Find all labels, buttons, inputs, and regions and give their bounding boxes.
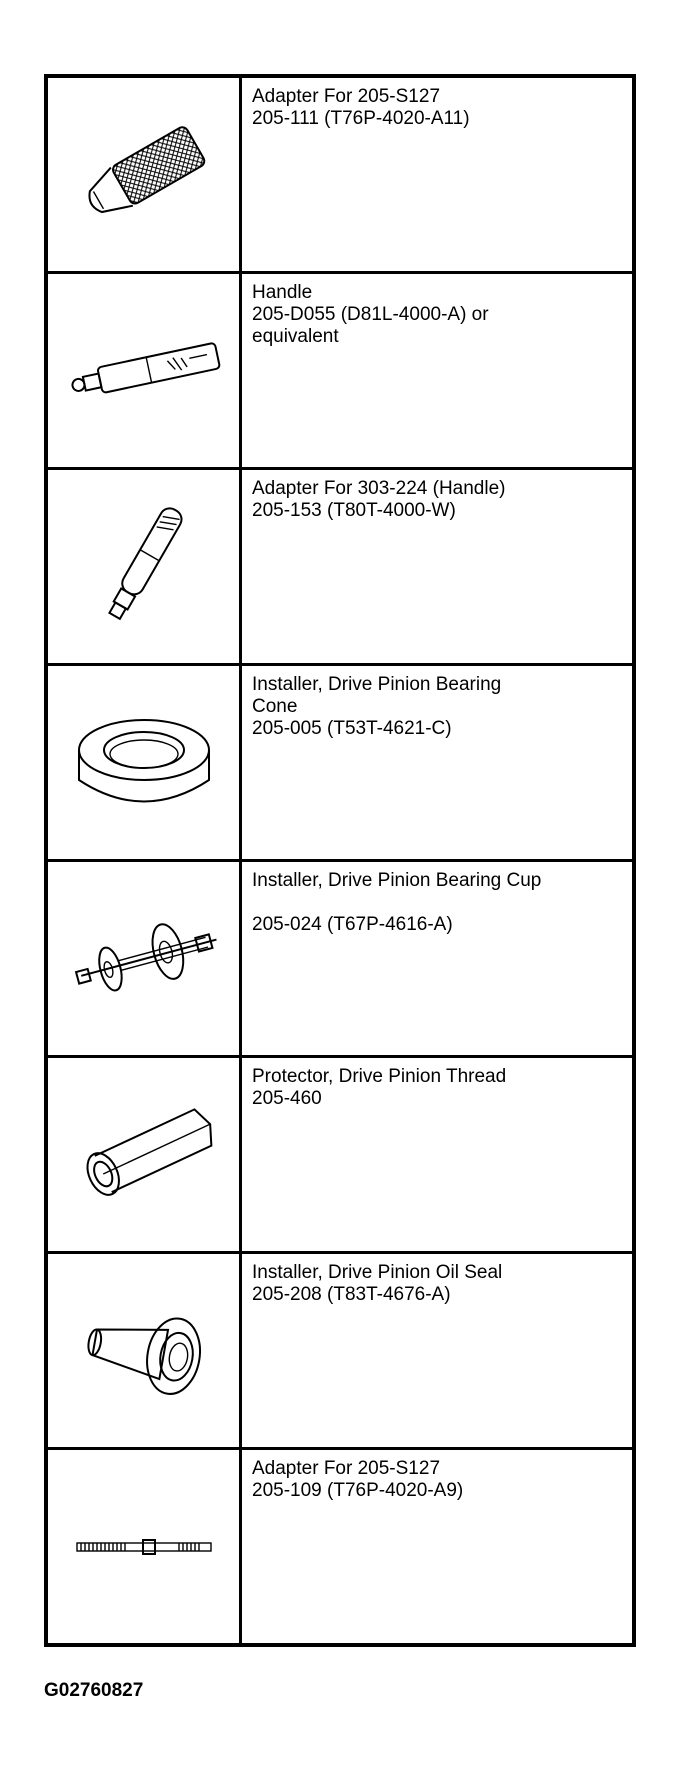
bearing-cone-installer-icon — [59, 688, 229, 838]
tool-row — [48, 666, 632, 862]
image-cell — [48, 470, 242, 663]
tool-line: 205-109 (T76P-4020-A9) — [252, 1480, 464, 1501]
tool-line: 205-111 (T76P-4020-A11) — [252, 108, 470, 129]
tool-line: 205-153 (T80T-4000-W) — [252, 500, 456, 521]
tool-description — [242, 862, 632, 1055]
image-cell — [48, 78, 242, 271]
tool-description — [242, 1254, 632, 1447]
tool-line: equivalent — [252, 326, 339, 347]
handle-adapter-icon — [59, 492, 229, 642]
tool-description — [242, 666, 632, 859]
tool-row — [48, 78, 632, 274]
tool-row — [48, 862, 632, 1058]
threaded-rod-adapter-icon — [59, 1472, 229, 1622]
tool-line: Handle — [252, 282, 313, 303]
tool-table — [44, 74, 636, 1647]
tool-line: Adapter For 303-224 (Handle) — [252, 478, 506, 499]
tool-description — [242, 274, 632, 467]
bearing-cup-installer-icon — [59, 884, 229, 1034]
tool-line: 205-208 (T83T-4676-A) — [252, 1284, 451, 1305]
image-cell — [48, 862, 242, 1055]
image-cell — [48, 1058, 242, 1251]
tool-description — [242, 470, 632, 663]
tool-line: Adapter For 205-S127 — [252, 1458, 441, 1479]
image-cell — [48, 274, 242, 467]
tool-row — [48, 1450, 632, 1643]
hex-thread-protector-icon — [59, 1080, 229, 1230]
tool-row — [48, 1254, 632, 1450]
tool-line: Installer, Drive Pinion Bearing — [252, 674, 502, 695]
tool-description — [242, 1450, 632, 1643]
image-cell — [48, 1450, 242, 1643]
tool-line: 205-D055 (D81L-4000-A) or — [252, 304, 489, 325]
image-cell — [48, 1254, 242, 1447]
tool-row — [48, 1058, 632, 1254]
knurled-adapter-icon — [59, 100, 229, 250]
tool-description — [242, 78, 632, 271]
tool-line: Protector, Drive Pinion Thread — [252, 1066, 507, 1087]
tool-line: Adapter For 205-S127 — [252, 86, 441, 107]
tool-row — [48, 274, 632, 470]
tool-description — [242, 1058, 632, 1251]
oil-seal-installer-icon — [59, 1276, 229, 1426]
tool-line: 205-460 — [252, 1088, 322, 1109]
image-cell — [48, 666, 242, 859]
tool-line — [252, 892, 626, 914]
tool-row — [48, 470, 632, 666]
tool-line: Installer, Drive Pinion Oil Seal — [252, 1262, 503, 1283]
tool-line: 205-005 (T53T-4621-C) — [252, 718, 452, 739]
handle-icon — [59, 296, 229, 446]
tool-line: Cone — [252, 696, 298, 717]
tool-line: 205-024 (T67P-4616-A) — [252, 914, 453, 935]
tool-line: Installer, Drive Pinion Bearing Cup — [252, 870, 542, 891]
figure-id: G02760827 — [44, 1680, 144, 1701]
